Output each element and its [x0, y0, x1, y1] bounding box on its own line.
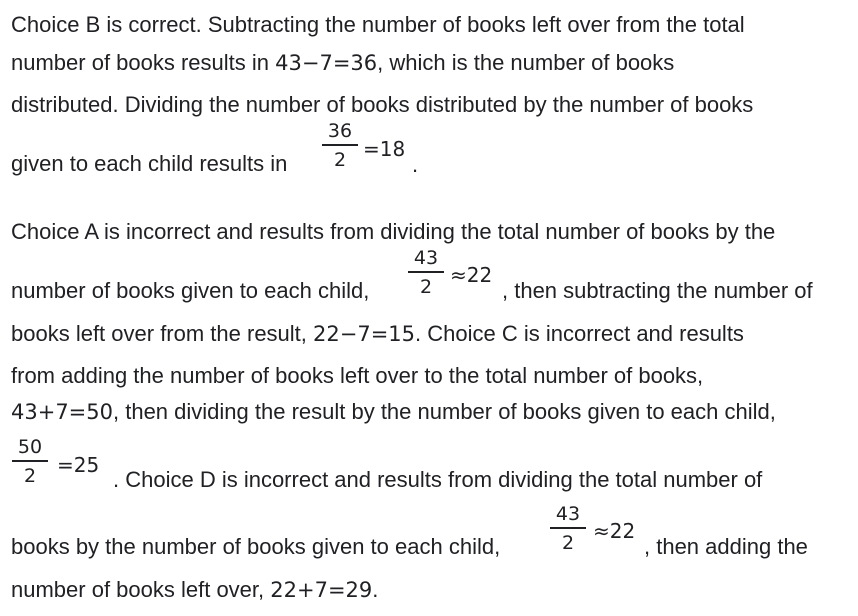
math-relation: ≈22 — [450, 263, 493, 287]
text: . Choice C is incorrect and results — [415, 321, 744, 346]
explanation-line — [11, 363, 703, 389]
explanation-line — [11, 399, 776, 425]
fraction-denominator: 2 — [419, 275, 433, 298]
explanation-line — [11, 92, 753, 118]
text: , then subtracting the number of — [502, 278, 813, 303]
fraction-bar — [550, 527, 586, 529]
fraction-denominator: 2 — [23, 464, 37, 487]
fraction-denominator: 2 — [561, 531, 575, 554]
text: . — [372, 577, 379, 602]
math-expression: 43−7=36 — [275, 51, 378, 75]
math-relation: =18 — [363, 137, 406, 161]
text: , then dividing the result by the number of books given to each child, — [113, 399, 776, 424]
math-expression: 22+7=29 — [270, 578, 373, 602]
text: from adding the number of books left over to the total number of books, — [11, 363, 704, 388]
text: given to each child results in — [11, 151, 288, 176]
text: number of books left over, — [11, 577, 271, 602]
text: Choice A is incorrect and results from dividing the total number of books by the — [11, 219, 776, 244]
fraction-numerator: 36 — [327, 120, 353, 142]
text: . — [412, 152, 419, 177]
text: books by the number of books given to each child, — [11, 534, 501, 559]
fraction-numerator: 50 — [17, 436, 43, 458]
fraction — [12, 436, 48, 487]
fraction-denominator: 2 — [333, 148, 347, 171]
explanation-line — [11, 219, 775, 245]
explanation-line — [11, 50, 674, 76]
math-expression: 22−7=15 — [313, 322, 416, 346]
fraction — [550, 503, 586, 554]
fraction-bar — [12, 460, 48, 462]
fraction — [322, 120, 358, 171]
math-relation: =25 — [57, 453, 100, 477]
text: distributed. Dividing the number of books distributed by the number of books — [11, 92, 754, 117]
explanation-line — [11, 577, 378, 603]
fraction-numerator: 43 — [555, 503, 581, 525]
fraction-bar — [408, 271, 444, 273]
fraction-numerator: 43 — [413, 247, 439, 269]
explanation-line — [11, 321, 744, 347]
text: number of books results in — [11, 50, 276, 75]
math-expression: 43+7=50 — [11, 400, 113, 424]
fraction — [408, 247, 444, 298]
math-relation: ≈22 — [593, 519, 636, 543]
explanation-line — [11, 534, 500, 560]
text: , which is the number of books — [377, 50, 675, 75]
text: . Choice D is incorrect and results from dividing the total number of — [113, 467, 763, 492]
text: Choice B is correct. Subtracting the number of books left over from the total — [11, 12, 745, 37]
explanation-line — [11, 278, 369, 304]
text: books left over from the result, — [11, 321, 314, 346]
fraction-bar — [322, 144, 358, 146]
text: , then adding the — [644, 534, 808, 559]
explanation-line — [11, 12, 745, 38]
text: number of books given to each child, — [11, 278, 370, 303]
explanation-line — [11, 151, 287, 177]
